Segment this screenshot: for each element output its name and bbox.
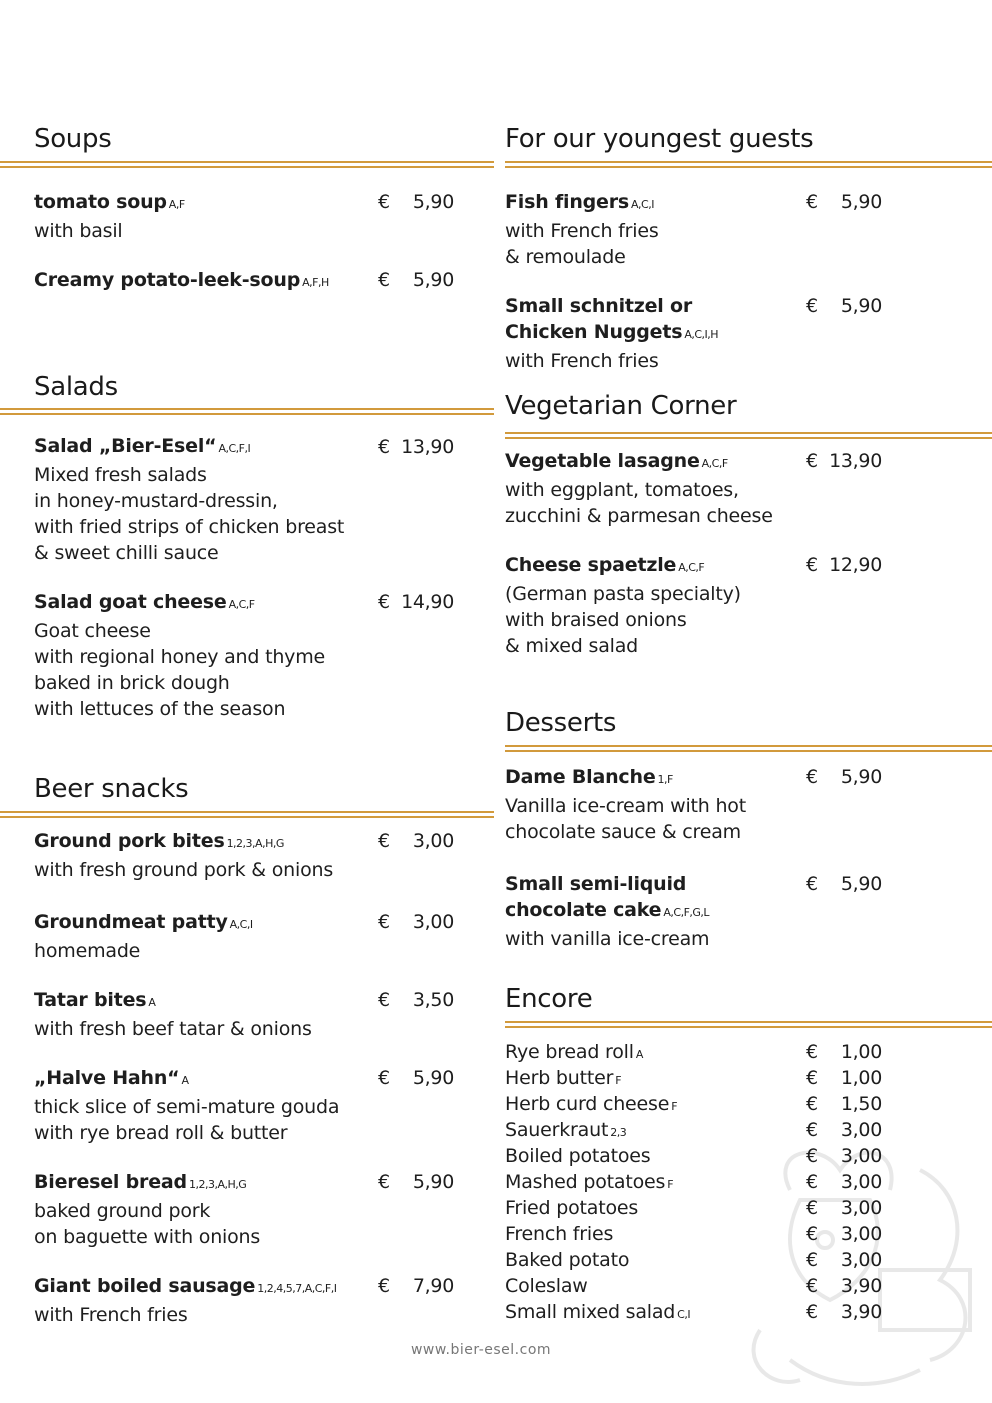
euro-sign: € [378,269,391,291]
item-price: 3,00 [840,1119,882,1141]
section-title-encore: Encore [505,984,593,1014]
encore-item [505,1273,590,1302]
item-name: Baked potato [505,1249,630,1271]
item-price: 12,90 [829,554,882,576]
item-name: Groundmeat patty [34,911,228,933]
item-allergens: 1,2,4,5,7,A,C,F,I [257,1282,337,1295]
section-rule [505,1021,992,1028]
section-title-youngest: For our youngest guests [505,124,814,154]
euro-sign: € [806,1145,819,1167]
euro-sign: € [806,1301,819,1323]
item-desc: with French fries [34,1304,188,1326]
item-desc: with French fries [505,220,659,242]
item-name: Tatar bites [34,989,147,1011]
item-price: 5,90 [840,766,882,788]
item-desc: & sweet chilli sauce [34,542,219,564]
euro-sign: € [378,1171,391,1193]
item-price: 3,50 [412,989,454,1011]
euro-sign: € [806,1249,819,1271]
item-desc: chocolate sauce & cream [505,821,741,843]
encore-item [505,1299,690,1328]
euro-sign: € [378,191,391,213]
item-name: Coleslaw [505,1275,588,1297]
item-desc: zucchini & parmesan cheese [505,505,773,527]
encore-item [505,1091,677,1120]
euro-sign: € [378,591,391,613]
section-title-desserts: Desserts [505,708,617,738]
item-price: 5,90 [412,1171,454,1193]
section-rule [505,745,992,752]
euro-sign: € [378,989,391,1011]
item-desc: baked in brick dough [34,672,230,694]
item-price: 5,90 [412,269,454,291]
item-allergens: A [148,996,156,1009]
item-name: Sauerkraut [505,1119,609,1141]
encore-item [505,1195,640,1224]
item-desc: with vanilla ice-cream [505,928,710,950]
item-price: 13,90 [401,436,454,458]
menu-item [505,871,709,952]
item-desc: (German pasta specialty) [505,583,741,605]
menu-item [505,448,773,529]
item-name: Creamy potato-leek-soup [34,269,301,291]
item-desc: with eggplant, tomatoes, [505,479,739,501]
item-allergens: F [667,1178,674,1191]
item-allergens: A,C,I,H [684,328,719,341]
item-desc: baked ground pork [34,1200,211,1222]
item-name: „Halve Hahn“ [34,1067,180,1089]
encore-item [505,1169,673,1198]
item-allergens: A,C,I [631,198,654,211]
item-name: Boiled potatoes [505,1145,651,1167]
item-allergens: A,C,F [678,561,705,574]
item-price: 5,90 [840,295,882,317]
euro-sign: € [806,295,819,317]
item-price: 3,00 [840,1145,882,1167]
item-allergens: F [615,1074,622,1087]
encore-item [505,1143,652,1172]
section-rule [505,161,992,168]
euro-sign: € [806,191,819,213]
item-desc: Vanilla ice-cream with hot [505,795,746,817]
item-desc: Goat cheese [34,620,151,642]
item-desc: homemade [34,940,141,962]
item-price: 3,00 [840,1223,882,1245]
item-name: Herb curd cheese [505,1093,670,1115]
item-name: French fries [505,1223,614,1245]
section-rule [0,408,494,415]
item-desc: & remoulade [505,246,626,268]
item-price: 3,00 [412,911,454,933]
euro-sign: € [378,436,391,458]
item-price: 14,90 [401,591,454,613]
item-desc: with lettuces of the season [34,698,286,720]
item-name: Cheese spaetzle [505,554,677,576]
item-name: Mashed potatoes [505,1171,666,1193]
encore-item [505,1247,631,1276]
menu-item [34,1065,339,1146]
item-allergens: A [635,1048,643,1061]
euro-sign: € [378,1275,391,1297]
item-allergens: 2,3 [610,1126,627,1139]
euro-sign: € [806,1275,819,1297]
menu-item [34,267,329,296]
item-price: 1,00 [840,1067,882,1089]
item-price: 3,00 [412,830,454,852]
website-url: www.bier-esel.com [410,1342,552,1358]
euro-sign: € [378,911,391,933]
item-allergens: C,I [677,1308,691,1321]
item-allergens: A,C,F,G,L [663,906,710,919]
item-name: Vegetable lasagne [505,450,700,472]
encore-item [505,1039,643,1068]
item-name-line2: chocolate cake [505,899,662,921]
euro-sign: € [806,1171,819,1193]
section-title-soups: Soups [34,124,112,154]
item-name: Salad goat cheese [34,591,227,613]
section-title-vegetarian: Vegetarian Corner [505,391,737,421]
menu-item [34,987,312,1042]
euro-sign: € [806,1041,819,1063]
item-allergens: A,C,I [229,918,253,931]
item-name: Dame Blanche [505,766,656,788]
section-rule [0,811,494,818]
item-price: 3,00 [840,1171,882,1193]
item-allergens: A,C,F,I [218,442,251,455]
item-allergens: 1,2,3,A,H,G [188,1178,247,1191]
item-name: Small schnitzel or [505,295,693,317]
item-allergens: A,F [168,198,185,211]
menu-item [505,552,741,659]
euro-sign: € [806,1223,819,1245]
menu-item [505,764,746,845]
euro-sign: € [806,1067,819,1089]
item-desc: with basil [34,220,123,242]
item-desc: with regional honey and thyme [34,646,326,668]
euro-sign: € [806,766,819,788]
item-price: 5,90 [412,191,454,213]
item-name: Salad „Bier-Esel“ [34,435,217,457]
item-name: Giant boiled sausage [34,1275,256,1297]
menu-item [34,589,325,722]
encore-item [505,1117,626,1146]
menu-item [34,1169,260,1250]
item-name: Small mixed salad [505,1301,676,1323]
item-price: 3,00 [840,1197,882,1219]
item-allergens: 1,2,3,A,H,G [226,837,284,850]
item-desc: thick slice of semi-mature gouda [34,1096,340,1118]
item-name: Ground pork bites [34,830,225,852]
item-price: 1,00 [840,1041,882,1063]
item-name: Fish fingers [505,191,630,213]
item-price: 3,00 [840,1249,882,1271]
item-desc: with rye bread roll & butter [34,1122,288,1144]
menu-item [34,433,344,566]
euro-sign: € [806,554,819,576]
item-price: 3,90 [840,1275,882,1297]
section-title-salads: Salads [34,372,118,402]
euro-sign: € [378,830,391,852]
item-desc: with French fries [505,350,659,372]
item-desc: on baguette with onions [34,1226,261,1248]
menu-item [34,828,333,883]
item-allergens: 1,F [657,773,673,786]
item-desc: with fresh ground pork & onions [34,859,334,881]
item-desc: with braised onions [505,609,687,631]
item-name: Herb butter [505,1067,614,1089]
item-allergens: A [181,1074,189,1087]
item-name: Small semi-liquid [505,873,687,895]
item-name-line2: Chicken Nuggets [505,321,683,343]
menu-item [34,189,185,244]
item-desc: with fresh beef tatar & onions [34,1018,312,1040]
item-desc: Mixed fresh salads [34,464,207,486]
euro-sign: € [806,1197,819,1219]
item-price: 13,90 [829,450,882,472]
item-price: 1,50 [840,1093,882,1115]
item-name: tomato soup [34,191,167,213]
euro-sign: € [806,1093,819,1115]
section-rule [0,161,494,168]
item-desc: in honey-mustard-dressin, [34,490,278,512]
encore-item [505,1221,615,1250]
euro-sign: € [806,1119,819,1141]
item-allergens: A,C,F [701,457,728,470]
item-desc: with fried strips of chicken breast [34,516,345,538]
menu-item [34,909,253,964]
encore-item [505,1065,621,1094]
item-allergens: F [671,1100,678,1113]
menu-item [505,293,718,374]
euro-sign: € [806,450,819,472]
menu-item [505,189,659,270]
euro-sign: € [378,1067,391,1089]
item-price: 3,90 [840,1301,882,1323]
item-price: 5,90 [412,1067,454,1089]
item-allergens: A,C,F [228,598,255,611]
euro-sign: € [806,873,819,895]
section-rule [505,432,992,439]
section-title-beer-snacks: Beer snacks [34,774,189,804]
item-name: Rye bread roll [505,1041,634,1063]
item-desc: & mixed salad [505,635,639,657]
item-price: 5,90 [840,873,882,895]
item-name: Fried potatoes [505,1197,639,1219]
item-price: 7,90 [412,1275,454,1297]
menu-item [34,1273,336,1328]
item-name: Bieresel bread [34,1171,187,1193]
item-allergens: A,F,H [302,276,329,289]
item-price: 5,90 [840,191,882,213]
